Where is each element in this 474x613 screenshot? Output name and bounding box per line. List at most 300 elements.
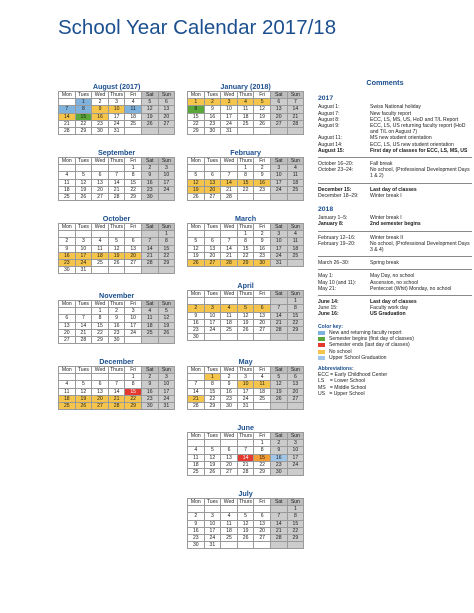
day-cell: 14 (108, 179, 125, 186)
day-cell: 10 (125, 315, 142, 322)
weekday-header: Mon (188, 499, 205, 506)
day-cell: 14 (141, 245, 158, 252)
day-cell: 1 (158, 231, 175, 238)
day-cell: 24 (158, 186, 175, 193)
day-cell (141, 127, 158, 134)
event-text: Pentecost (Whit) Monday, no school (370, 285, 452, 292)
day-cell: 31 (108, 127, 125, 134)
day-cell: 18 (287, 245, 304, 252)
day-cell: 23 (270, 461, 287, 468)
day-cell: 23 (141, 395, 158, 402)
month-left-0 (58, 82, 175, 135)
weekday-header: Mon (188, 291, 205, 298)
day-cell (108, 231, 125, 238)
day-cell: 18 (237, 113, 254, 120)
day-cell: 28 (221, 193, 238, 200)
day-cell: 22 (92, 329, 109, 336)
divider (318, 157, 472, 158)
day-cell: 16 (141, 179, 158, 186)
color-key-title: Color key: (318, 323, 343, 330)
abbreviation-item: LS = Lower School (318, 378, 366, 385)
day-cell: 17 (125, 322, 142, 329)
day-cell: 22 (204, 395, 221, 402)
day-cell: 17 (75, 252, 92, 259)
day-cell: 5 (270, 374, 287, 381)
day-cell: 25 (59, 402, 76, 409)
weekday-header: Sun (287, 499, 304, 506)
day-cell: 20 (254, 319, 271, 326)
weekday-header: Mon (188, 433, 205, 440)
day-cell: 29 (158, 259, 175, 266)
day-cell: 25 (59, 193, 76, 200)
day-cell: 6 (92, 172, 109, 179)
day-cell: 7 (237, 447, 254, 454)
day-cell: 27 (59, 336, 76, 343)
day-cell: 5 (254, 99, 271, 106)
day-cell: 15 (287, 312, 304, 319)
day-cell: 2 (141, 165, 158, 172)
event-date: June 14: (318, 299, 339, 306)
day-cell: 3 (221, 99, 238, 106)
day-cell: 7 (270, 513, 287, 520)
day-cell: 15 (188, 113, 205, 120)
day-cell: 3 (270, 165, 287, 172)
day-cell (254, 542, 271, 549)
day-cell: 9 (254, 172, 271, 179)
day-cell: 7 (108, 381, 125, 388)
day-cell: 27 (221, 468, 238, 475)
day-cell (221, 165, 238, 172)
event-text: Swiss National holiday (370, 104, 421, 111)
day-cell (204, 165, 221, 172)
day-cell: 6 (92, 381, 109, 388)
day-cell: 19 (75, 395, 92, 402)
day-cell (254, 506, 271, 513)
day-cell: 27 (92, 193, 109, 200)
day-cell: 15 (125, 388, 142, 395)
weekday-header: Tues (75, 301, 92, 308)
day-cell: 25 (141, 329, 158, 336)
day-cell: 25 (221, 534, 238, 541)
day-cell: 8 (125, 172, 142, 179)
day-cell: 24 (204, 534, 221, 541)
day-cell: 23 (204, 120, 221, 127)
month-name: June (237, 423, 254, 432)
day-cell (287, 334, 304, 341)
day-cell: 5 (204, 447, 221, 454)
day-cell (254, 193, 271, 200)
day-cell: 21 (221, 252, 238, 259)
day-cell (237, 542, 254, 549)
day-cell: 31 (221, 127, 238, 134)
day-cell (270, 334, 287, 341)
month-right-5 (187, 423, 304, 476)
weekday-header: Fri (125, 301, 142, 308)
day-cell: 12 (270, 381, 287, 388)
day-cell: 24 (287, 461, 304, 468)
day-cell (59, 308, 76, 315)
month-name: May (238, 357, 253, 366)
day-cell: 31 (158, 402, 175, 409)
day-cell: 25 (237, 120, 254, 127)
day-cell (92, 165, 109, 172)
day-cell: 13 (287, 381, 304, 388)
day-cell (59, 165, 76, 172)
day-cell: 3 (237, 374, 254, 381)
day-cell: 26 (75, 402, 92, 409)
day-cell: 20 (287, 388, 304, 395)
event-date: August 8: (318, 116, 340, 123)
day-cell: 30 (188, 334, 205, 341)
color-swatch (318, 350, 325, 354)
day-cell: 19 (237, 319, 254, 326)
weekday-header: Wed (92, 224, 109, 231)
day-cell: 16 (188, 527, 205, 534)
month-name: March (234, 214, 257, 223)
event-text: Winter break II (370, 234, 404, 241)
day-cell: 28 (270, 326, 287, 333)
day-cell: 16 (221, 388, 238, 395)
day-cell: 29 (237, 259, 254, 266)
day-cell: 11 (254, 381, 271, 388)
day-cell: 27 (92, 402, 109, 409)
day-cell (188, 374, 205, 381)
month-name: November (99, 291, 135, 300)
day-cell: 29 (287, 326, 304, 333)
day-cell: 21 (59, 120, 76, 127)
year-2017-heading: 2017 (318, 95, 334, 103)
day-cell: 5 (141, 99, 158, 106)
day-cell: 26 (75, 193, 92, 200)
month-name: August (2017) (92, 82, 141, 91)
day-cell: 8 (158, 238, 175, 245)
day-cell (188, 165, 205, 172)
day-cell: 11 (287, 172, 304, 179)
day-cell (92, 374, 109, 381)
weekday-header: Tues (75, 367, 92, 374)
day-cell: 20 (125, 252, 142, 259)
day-cell: 8 (287, 513, 304, 520)
day-cell: 6 (59, 315, 76, 322)
day-cell (270, 193, 287, 200)
day-cell: 29 (125, 193, 142, 200)
month-grid (58, 91, 175, 135)
day-cell: 29 (204, 402, 221, 409)
day-cell: 23 (141, 186, 158, 193)
day-cell: 23 (254, 186, 271, 193)
day-cell: 26 (237, 326, 254, 333)
month-name: December (99, 357, 134, 366)
day-cell: 26 (204, 468, 221, 475)
weekday-header: Mon (188, 224, 205, 231)
color-key-label: Semester ends (last day of classes) (329, 342, 410, 349)
day-cell: 16 (141, 388, 158, 395)
day-cell: 2 (254, 231, 271, 238)
weekday-header: Wed (92, 301, 109, 308)
day-cell: 25 (287, 186, 304, 193)
weekday-header: Fri (254, 291, 271, 298)
day-cell: 24 (237, 395, 254, 402)
month-name: April (237, 281, 254, 290)
event-text: No school, (Professional Development Days 1 & 2) (370, 167, 470, 180)
day-cell: 12 (108, 245, 125, 252)
divider (318, 269, 472, 270)
day-cell: 31 (270, 259, 287, 266)
weekday-header: Fri (125, 367, 142, 374)
day-cell: 18 (287, 179, 304, 186)
event-date: August 1: (318, 104, 340, 111)
day-cell: 5 (237, 513, 254, 520)
day-cell: 25 (254, 395, 271, 402)
day-cell (188, 440, 205, 447)
divider (318, 256, 472, 257)
day-cell (75, 374, 92, 381)
event-text: Winter break I (370, 192, 402, 199)
day-cell (92, 267, 109, 274)
day-cell: 3 (75, 238, 92, 245)
day-cell (204, 440, 221, 447)
day-cell: 7 (108, 172, 125, 179)
day-cell: 3 (125, 308, 142, 315)
day-cell: 16 (254, 179, 271, 186)
page-title: School Year Calendar 2017/18 (58, 16, 337, 39)
event-date: February 12–16: (318, 234, 356, 241)
day-cell: 24 (125, 329, 142, 336)
day-cell: 21 (141, 252, 158, 259)
weekday-header: Mon (59, 92, 76, 99)
weekday-header: Sat (270, 92, 287, 99)
day-cell (287, 468, 304, 475)
day-cell: 14 (237, 454, 254, 461)
weekday-header: Thurs (110, 92, 124, 99)
day-cell: 17 (158, 179, 175, 186)
weekday-header: Tues (204, 433, 221, 440)
day-cell (141, 231, 158, 238)
day-cell: 26 (188, 259, 205, 266)
month-right-3 (187, 281, 304, 341)
day-cell: 15 (75, 113, 92, 120)
month-grid (187, 91, 304, 135)
day-cell: 1 (125, 165, 142, 172)
color-swatch (318, 337, 325, 341)
day-cell (204, 334, 221, 341)
month-grid (187, 366, 304, 410)
day-cell (221, 231, 238, 238)
day-cell: 14 (188, 388, 205, 395)
day-cell: 4 (287, 165, 304, 172)
day-cell: 13 (92, 179, 109, 186)
day-cell: 22 (237, 186, 254, 193)
day-cell: 16 (59, 252, 76, 259)
day-cell: 27 (204, 193, 221, 200)
day-cell (287, 402, 304, 409)
day-cell: 26 (270, 395, 287, 402)
event-text: US Graduation (370, 311, 406, 318)
day-cell: 28 (270, 534, 287, 541)
weekday-header: Tues (204, 291, 221, 298)
day-cell (287, 259, 304, 266)
day-cell: 12 (141, 106, 158, 113)
day-cell: 12 (254, 106, 271, 113)
day-cell: 6 (254, 513, 271, 520)
month-grid (58, 366, 175, 410)
day-cell: 9 (221, 381, 238, 388)
day-cell: 4 (237, 99, 254, 106)
day-cell: 18 (221, 319, 238, 326)
weekday-header: Sat (270, 499, 287, 506)
day-cell: 23 (254, 252, 271, 259)
day-cell: 11 (221, 312, 238, 319)
weekday-header: Thurs (239, 158, 253, 165)
weekday-header: Sun (287, 367, 304, 374)
day-cell: 26 (254, 120, 271, 127)
month-name: September (98, 148, 136, 157)
day-cell: 8 (254, 447, 271, 454)
day-cell: 14 (287, 106, 304, 113)
day-cell: 30 (204, 127, 221, 134)
day-cell: 4 (141, 308, 158, 315)
day-cell: 11 (59, 388, 76, 395)
day-cell: 1 (188, 99, 205, 106)
weekday-header: Thurs (110, 301, 124, 308)
day-cell: 16 (92, 113, 109, 120)
event-text: Winter break I (370, 215, 402, 222)
day-cell: 20 (92, 186, 109, 193)
day-cell: 5 (75, 172, 92, 179)
day-cell: 5 (158, 308, 175, 315)
day-cell: 30 (270, 468, 287, 475)
day-cell: 26 (141, 120, 158, 127)
day-cell: 15 (237, 245, 254, 252)
month-name: October (102, 214, 131, 223)
event-text: Spring break (370, 260, 399, 267)
weekday-header: Wed (221, 92, 238, 99)
day-cell: 19 (158, 322, 175, 329)
day-cell (108, 374, 125, 381)
day-cell (254, 298, 271, 305)
day-cell (59, 374, 76, 381)
day-cell: 3 (287, 440, 304, 447)
day-cell: 31 (204, 542, 221, 549)
day-cell: 7 (141, 238, 158, 245)
weekday-header: Sun (287, 224, 304, 231)
weekday-header: Mon (59, 367, 76, 374)
day-cell: 12 (75, 179, 92, 186)
day-cell: 15 (237, 179, 254, 186)
event-date: December 18–29: (318, 192, 359, 199)
day-cell: 21 (221, 186, 238, 193)
day-cell: 2 (59, 238, 76, 245)
day-cell: 17 (204, 319, 221, 326)
day-cell: 7 (221, 238, 238, 245)
weekday-header: Tues (204, 158, 221, 165)
weekday-header: Fri (125, 224, 142, 231)
day-cell: 10 (270, 172, 287, 179)
weekday-header: Sun (287, 92, 304, 99)
day-cell: 2 (141, 374, 158, 381)
weekday-header: Sat (141, 224, 158, 231)
weekday-header: Fri (254, 92, 271, 99)
day-cell: 19 (204, 461, 221, 468)
day-cell (141, 267, 158, 274)
event-text: ECC, LS, MS, US, HoD and T/L Report (370, 116, 459, 123)
day-cell: 13 (204, 245, 221, 252)
day-cell: 18 (221, 527, 238, 534)
day-cell: 27 (254, 326, 271, 333)
day-cell: 15 (254, 454, 271, 461)
day-cell (221, 506, 238, 513)
month-right-1 (187, 148, 304, 201)
event-row (318, 123, 472, 135)
day-cell: 4 (287, 231, 304, 238)
day-cell: 11 (141, 315, 158, 322)
day-cell: 10 (204, 520, 221, 527)
day-cell: 29 (125, 402, 142, 409)
day-cell: 28 (287, 120, 304, 127)
day-cell: 6 (204, 238, 221, 245)
day-cell: 1 (75, 99, 92, 106)
month-right-2 (187, 214, 304, 267)
day-cell: 12 (237, 520, 254, 527)
month-name: July (238, 489, 253, 498)
day-cell: 18 (92, 252, 109, 259)
day-cell: 26 (158, 329, 175, 336)
day-cell: 16 (188, 319, 205, 326)
day-cell (188, 506, 205, 513)
color-key-label: New and returning faculty report (329, 329, 402, 336)
day-cell (204, 231, 221, 238)
weekday-header: Fri (254, 158, 271, 165)
month-grid (187, 498, 304, 549)
event-date: May 1: (318, 273, 334, 280)
day-cell: 9 (188, 520, 205, 527)
day-cell: 21 (270, 527, 287, 534)
day-cell: 1 (254, 440, 271, 447)
day-cell: 8 (92, 315, 109, 322)
weekday-header: Tues (204, 92, 221, 99)
day-cell: 19 (188, 186, 205, 193)
day-cell: 7 (221, 172, 238, 179)
day-cell: 2 (188, 305, 205, 312)
day-cell: 25 (125, 120, 142, 127)
day-cell: 13 (254, 520, 271, 527)
day-cell: 13 (158, 106, 175, 113)
day-cell: 13 (59, 322, 76, 329)
day-cell: 6 (125, 238, 142, 245)
day-cell: 8 (188, 106, 205, 113)
weekday-header: Thurs (239, 367, 253, 374)
day-cell: 11 (125, 106, 142, 113)
day-cell: 3 (270, 231, 287, 238)
day-cell: 28 (108, 193, 125, 200)
month-name: January (2018) (220, 82, 271, 91)
day-cell (125, 267, 142, 274)
day-cell: 6 (254, 305, 271, 312)
event-text: First day of classes for ECC, LS, MS, US (370, 147, 468, 154)
event-text: ECC, LS, US new student orientation (370, 141, 454, 148)
day-cell: 12 (237, 312, 254, 319)
event-row (318, 241, 472, 253)
event-date: December 15: (318, 186, 352, 193)
day-cell: 30 (141, 193, 158, 200)
day-cell: 2 (188, 513, 205, 520)
day-cell: 21 (287, 113, 304, 120)
day-cell: 22 (125, 395, 142, 402)
event-date: August 15: (318, 147, 345, 154)
event-date: January 8: (318, 221, 344, 228)
event-date: October 16–20: (318, 161, 354, 168)
day-cell: 27 (204, 259, 221, 266)
